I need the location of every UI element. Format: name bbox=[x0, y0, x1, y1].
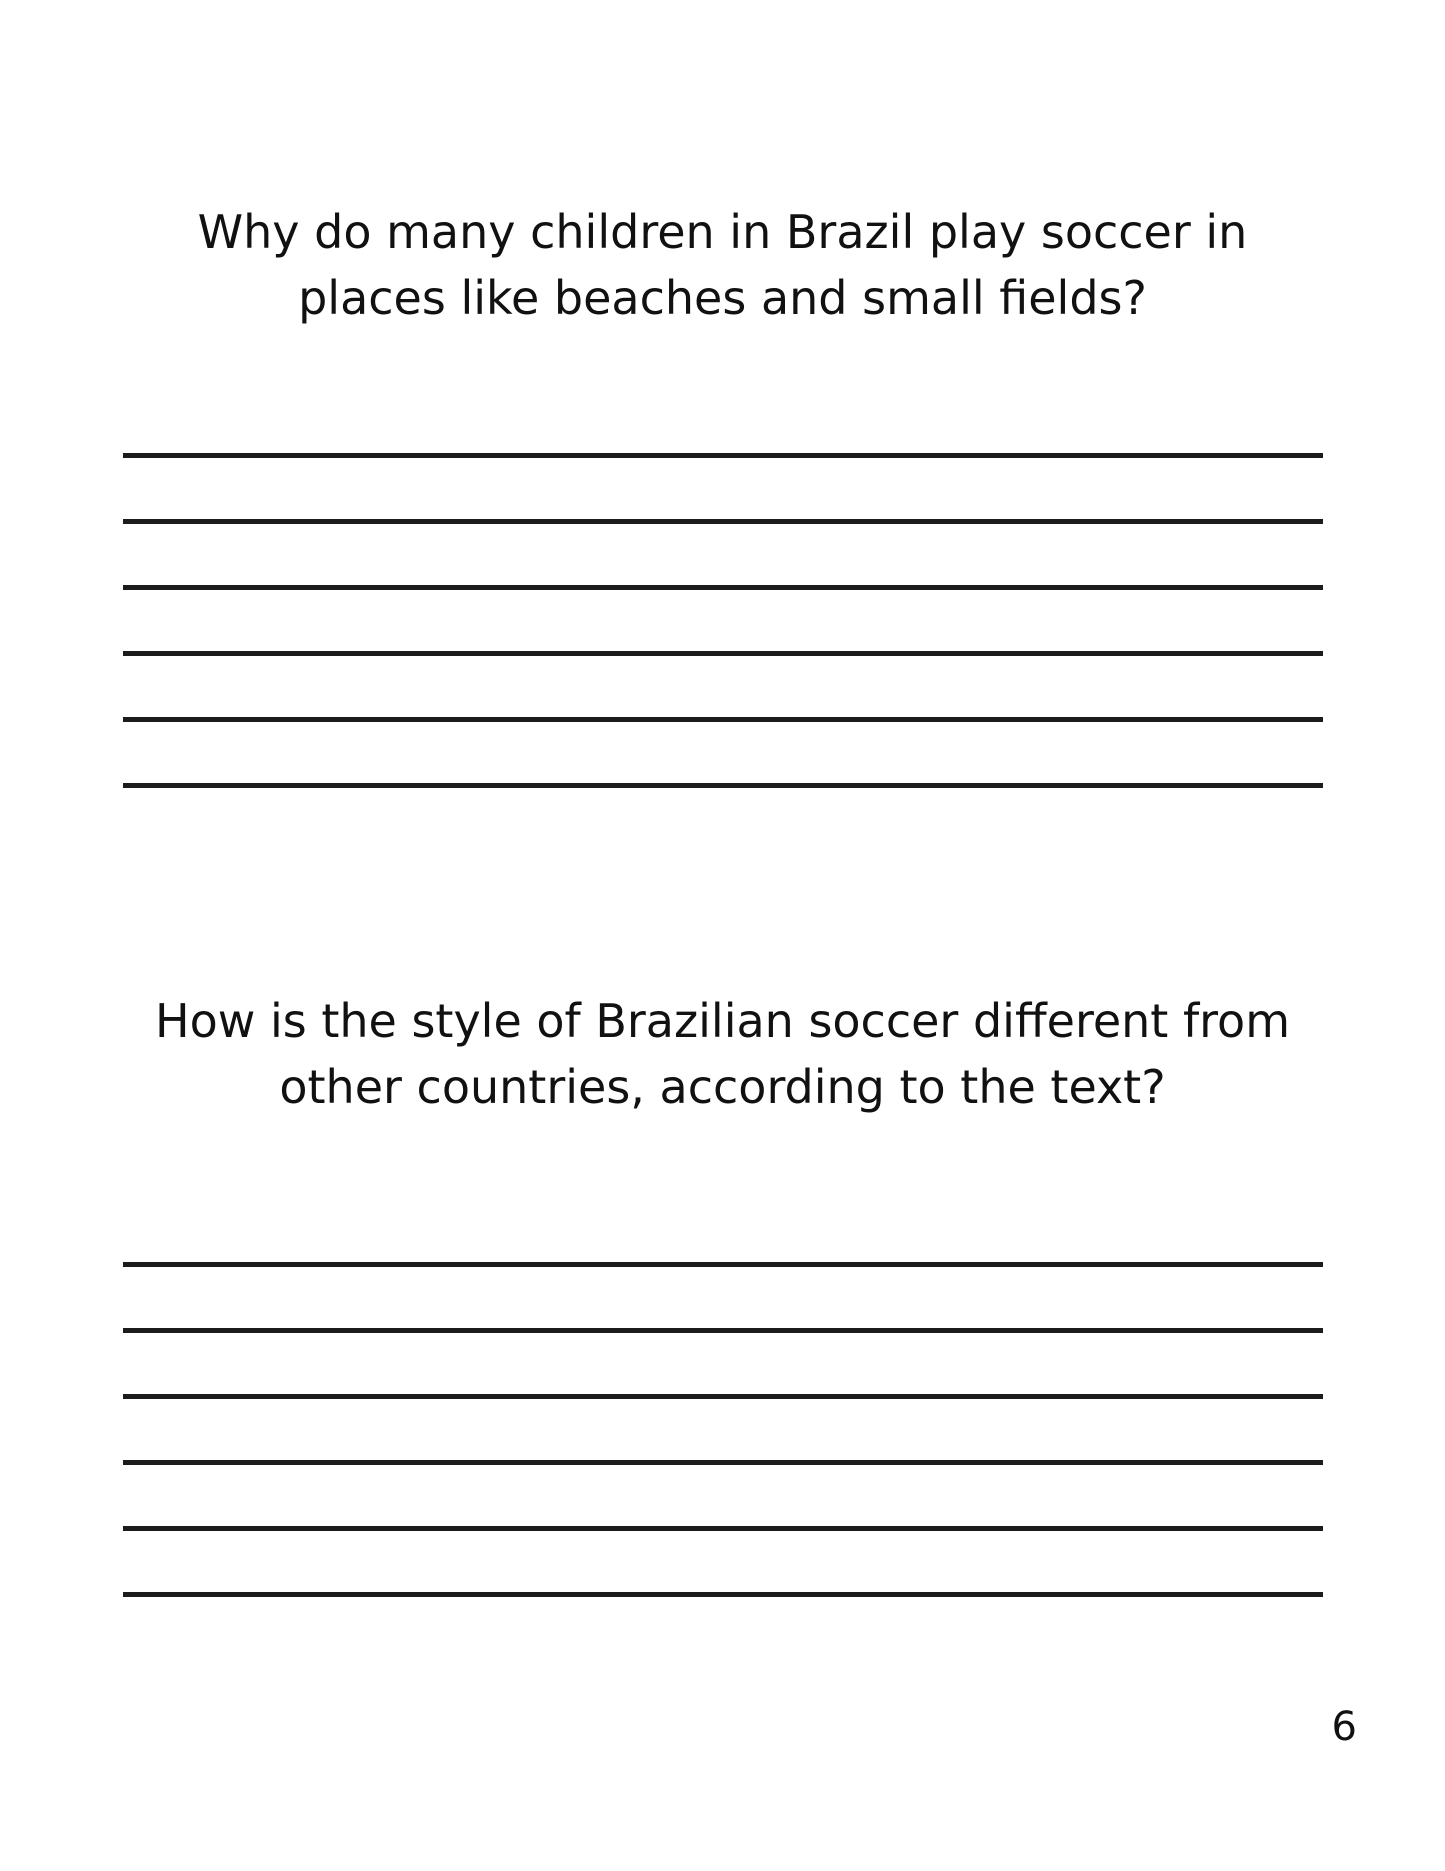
answer-area-2[interactable] bbox=[123, 1262, 1323, 1597]
page-number: 6 bbox=[1331, 1704, 1357, 1750]
answer-line bbox=[123, 1394, 1323, 1399]
answer-line bbox=[123, 651, 1323, 656]
answer-line bbox=[123, 783, 1323, 788]
answer-line bbox=[123, 453, 1323, 458]
question-2 bbox=[0, 988, 1445, 1120]
answer-line bbox=[123, 1592, 1323, 1597]
question-2-line-2: other countries, according to the text? bbox=[279, 1060, 1166, 1114]
question-2-line-1: How is the style of Brazilian soccer different from bbox=[154, 994, 1291, 1048]
question-1-line-1: Why do many children in Brazil play soccer in bbox=[197, 205, 1248, 259]
answer-line bbox=[123, 1460, 1323, 1465]
answer-area-1[interactable] bbox=[123, 453, 1323, 788]
answer-line bbox=[123, 1262, 1323, 1267]
answer-line bbox=[123, 1526, 1323, 1531]
question-1-line-2: places like beaches and small fields? bbox=[298, 271, 1147, 325]
answer-line bbox=[123, 585, 1323, 590]
question-1 bbox=[0, 199, 1445, 331]
answer-line bbox=[123, 717, 1323, 722]
answer-line bbox=[123, 519, 1323, 524]
answer-line bbox=[123, 1328, 1323, 1333]
